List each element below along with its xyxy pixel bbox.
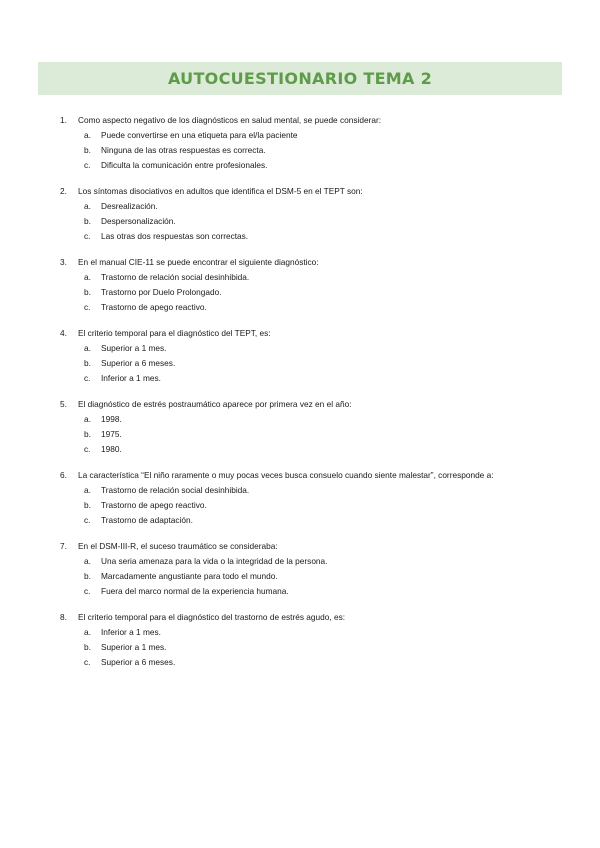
option-a xyxy=(0,128,600,143)
option-letter: b. xyxy=(84,642,91,652)
question-number: 6. xyxy=(60,470,67,480)
option-b xyxy=(0,640,600,655)
option-b xyxy=(0,569,600,584)
question-2 xyxy=(0,184,600,244)
option-b xyxy=(0,498,600,513)
option-a xyxy=(0,625,600,640)
option-text: Trastorno por Duelo Prolongado. xyxy=(101,287,222,297)
question-text: En el DSM-III-R, el suceso traumático se consideraba: xyxy=(78,541,278,551)
question-number: 4. xyxy=(60,328,67,338)
option-letter: b. xyxy=(84,500,91,510)
option-text: Inferior a 1 mes. xyxy=(101,627,161,637)
option-letter: a. xyxy=(84,201,91,211)
question-number: 5. xyxy=(60,399,67,409)
question-text: El diagnóstico de estrés postraumático aparece por primera vez en el año: xyxy=(78,399,352,409)
option-c xyxy=(0,655,600,670)
question-text: Como aspecto negativo de los diagnósticos en salud mental, se puede considerar: xyxy=(78,115,382,125)
option-letter: c. xyxy=(84,160,91,170)
option-letter: c. xyxy=(84,302,91,312)
option-text: Fuera del marco normal de la experiencia humana. xyxy=(101,586,289,596)
question-list xyxy=(0,113,600,681)
question-number: 1. xyxy=(60,115,67,125)
question-5 xyxy=(0,397,600,457)
option-a xyxy=(0,483,600,498)
option-b xyxy=(0,427,600,442)
option-text: Las otras dos respuestas son correctas. xyxy=(101,231,249,241)
page-title: AUTOCUESTIONARIO TEMA 2 xyxy=(167,69,433,88)
option-text: Trastorno de adaptación. xyxy=(101,515,193,525)
question-number: 7. xyxy=(60,541,67,551)
option-letter: a. xyxy=(84,627,91,637)
question-text: Los síntomas disociativos en adultos que identifica el DSM-5 en el TEPT son: xyxy=(78,186,363,196)
title-banner xyxy=(38,62,562,95)
option-letter: b. xyxy=(84,429,91,439)
question-number: 8. xyxy=(60,612,67,622)
question-4 xyxy=(0,326,600,386)
option-text: 1998. xyxy=(101,414,122,424)
option-a xyxy=(0,199,600,214)
option-text: Trastorno de apego reactivo. xyxy=(101,500,207,510)
option-c xyxy=(0,229,600,244)
option-text: Trastorno de relación social desinhibida. xyxy=(101,485,250,495)
question-6 xyxy=(0,468,600,528)
option-letter: a. xyxy=(84,130,91,140)
option-letter: b. xyxy=(84,216,91,226)
option-letter: b. xyxy=(84,145,91,155)
question-8 xyxy=(0,610,600,670)
option-letter: a. xyxy=(84,272,91,282)
option-text: 1980. xyxy=(101,444,122,454)
question-text: El criterio temporal para el diagnóstico del TEPT, es: xyxy=(78,328,271,338)
option-a xyxy=(0,270,600,285)
option-text: Despersonalización. xyxy=(101,216,176,226)
question-number: 3. xyxy=(60,257,67,267)
option-letter: a. xyxy=(84,556,91,566)
option-text: Superior a 6 meses. xyxy=(101,358,176,368)
question-3 xyxy=(0,255,600,315)
option-text: Marcadamente angustiante para todo el mundo. xyxy=(101,571,278,581)
option-letter: c. xyxy=(84,373,91,383)
option-text: Desrealización. xyxy=(101,201,158,211)
option-c xyxy=(0,371,600,386)
option-letter: b. xyxy=(84,358,91,368)
option-c xyxy=(0,300,600,315)
option-text: Ninguna de las otras respuestas es correcta. xyxy=(101,145,266,155)
option-text: Superior a 1 mes. xyxy=(101,343,167,353)
option-letter: b. xyxy=(84,571,91,581)
option-letter: c. xyxy=(84,586,91,596)
option-a xyxy=(0,341,600,356)
option-b xyxy=(0,356,600,371)
option-text: Dificulta la comunicación entre profesionales. xyxy=(101,160,268,170)
option-c xyxy=(0,442,600,457)
question-text: En el manual CIE-11 se puede encontrar el siguiente diagnóstico: xyxy=(78,257,319,267)
option-a xyxy=(0,412,600,427)
option-text: Inferior a 1 mes. xyxy=(101,373,161,383)
question-text: La característica “El niño raramente o muy pocas veces busca consuelo cuando siente malestar”, corresponde a: xyxy=(78,470,494,480)
option-letter: c. xyxy=(84,231,91,241)
option-letter: a. xyxy=(84,414,91,424)
option-c xyxy=(0,158,600,173)
option-letter: a. xyxy=(84,485,91,495)
option-b xyxy=(0,214,600,229)
question-number: 2. xyxy=(60,186,67,196)
option-text: Trastorno de apego reactivo. xyxy=(101,302,207,312)
option-b xyxy=(0,143,600,158)
option-text: Superior a 6 meses. xyxy=(101,657,176,667)
option-text: Superior a 1 mes. xyxy=(101,642,167,652)
option-letter: c. xyxy=(84,515,91,525)
option-c xyxy=(0,584,600,599)
option-letter: c. xyxy=(84,657,91,667)
option-text: 1975. xyxy=(101,429,122,439)
option-text: Una seria amenaza para la vida o la integridad de la persona. xyxy=(101,556,328,566)
question-7 xyxy=(0,539,600,599)
option-letter: b. xyxy=(84,287,91,297)
option-b xyxy=(0,285,600,300)
question-1 xyxy=(0,113,600,173)
option-a xyxy=(0,554,600,569)
option-c xyxy=(0,513,600,528)
option-letter: c. xyxy=(84,444,91,454)
question-text: El criterio temporal para el diagnóstico del trastorno de estrés agudo, es: xyxy=(78,612,346,622)
option-letter: a. xyxy=(84,343,91,353)
option-text: Puede convertirse en una etiqueta para el/la paciente xyxy=(101,130,298,140)
option-text: Trastorno de relación social desinhibida. xyxy=(101,272,250,282)
